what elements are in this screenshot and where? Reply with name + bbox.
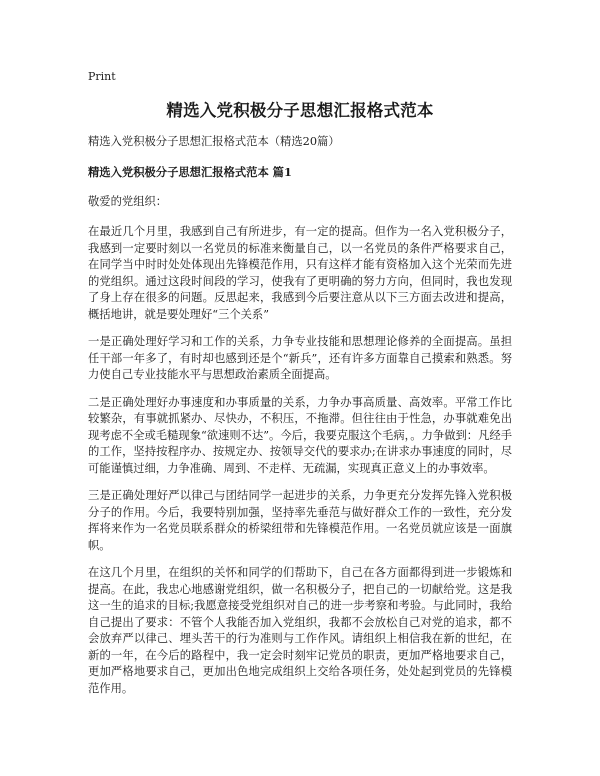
document-page — [88, 70, 512, 708]
paragraph-1: 在最近几个月里，我感到自己有所进步，有一定的提高。但作为一名入党积极分子，我感到一定要时刻以一名党员的标准来衡量自己，以一名党员的条件严格要求自己，在同学当中时时处处体现出先锋模范作用，只有这样才能有资格加入这个光荣而先进的党组织。通过这段时间段的学习，使我有了更明确的努力方向，但同时，我也发现了身上存在很多的问题。反思起来，我感到今后要注意从以下三方面去改进和提高，概括地讲，就是要处理好“三个关系” — [88, 225, 512, 321]
paragraph-2: 一是正确处理好学习和工作的关系，力争专业技能和思想理论修养的全面提高。虽担任干部一年多了，有时却也感到还是个“新兵”，还有许多方面靠自己摸索和熟悉。努力使自己专业技能水平与思想政治素质全面提高。 — [88, 335, 512, 381]
paragraph-4: 三是正确处理好严以律己与团结同学一起进步的关系，力争更充分发挥先锋入党积极分子的作用。今后，我要特别加强，坚持率先垂范与做好群众工作的一致性，充分发挥将来作为一名党员联系群众的桥梁纽带和先锋模范作用。一名党员就应该是一面旗帜。 — [88, 489, 512, 552]
document-subtitle: 精选入党积极分子思想汇报格式范本（精选20篇） — [88, 135, 340, 148]
salutation: 敬爱的党组织： — [88, 195, 168, 208]
paragraph-3: 二是正确处理好办事速度和办事质量的关系，力争办事高质量、高效率。平常工作比较繁杂，有事就抓紧办、尽快办，不积压，不拖滞。但往往由于性急，办事就难免出现考虑不全或毛糙现象“欲速则不达”。今后，我要克服这个毛病，。力争做到：凡经手的工作，坚持按程序办、按规定办、按领导交代的要求办;在讲求办事速度的同时，尽可能谨慎过细，力争准确、周到、不走样、无疏漏，实现真正意义上的办事效率。 — [88, 395, 512, 475]
document-title: 精选入党积极分子思想汇报格式范本 — [166, 101, 434, 120]
paragraph-5: 在这几个月里，在组织的关怀和同学的们帮助下，自己在各方面都得到进一步锻炼和提高。在此，我忠心地感谢党组织，做一名积极分子，把自己的一切献给党。这是我这一生的追求的目标;我愿意接受党组织对自己的进一步考察和考验。与此同时，我给自己提出了要求：不管个人我能否加入党组织，我都不会放松自己对党的追求，都不会放弃严以律己、埋头苦干的行为准则与工作作风。请组织上相信我在新的世纪，在新的一年，在今后的路程中，我一定会时刻牢记党员的职责，更加严格地要求自己，更加严格地要求自己，更加出色地完成组织上交给各项任务，处处起到党员的先锋模范作用。 — [88, 566, 512, 695]
print-label: Print — [88, 70, 116, 83]
section-heading: 精选入党积极分子思想汇报格式范本 篇1 — [88, 165, 292, 179]
